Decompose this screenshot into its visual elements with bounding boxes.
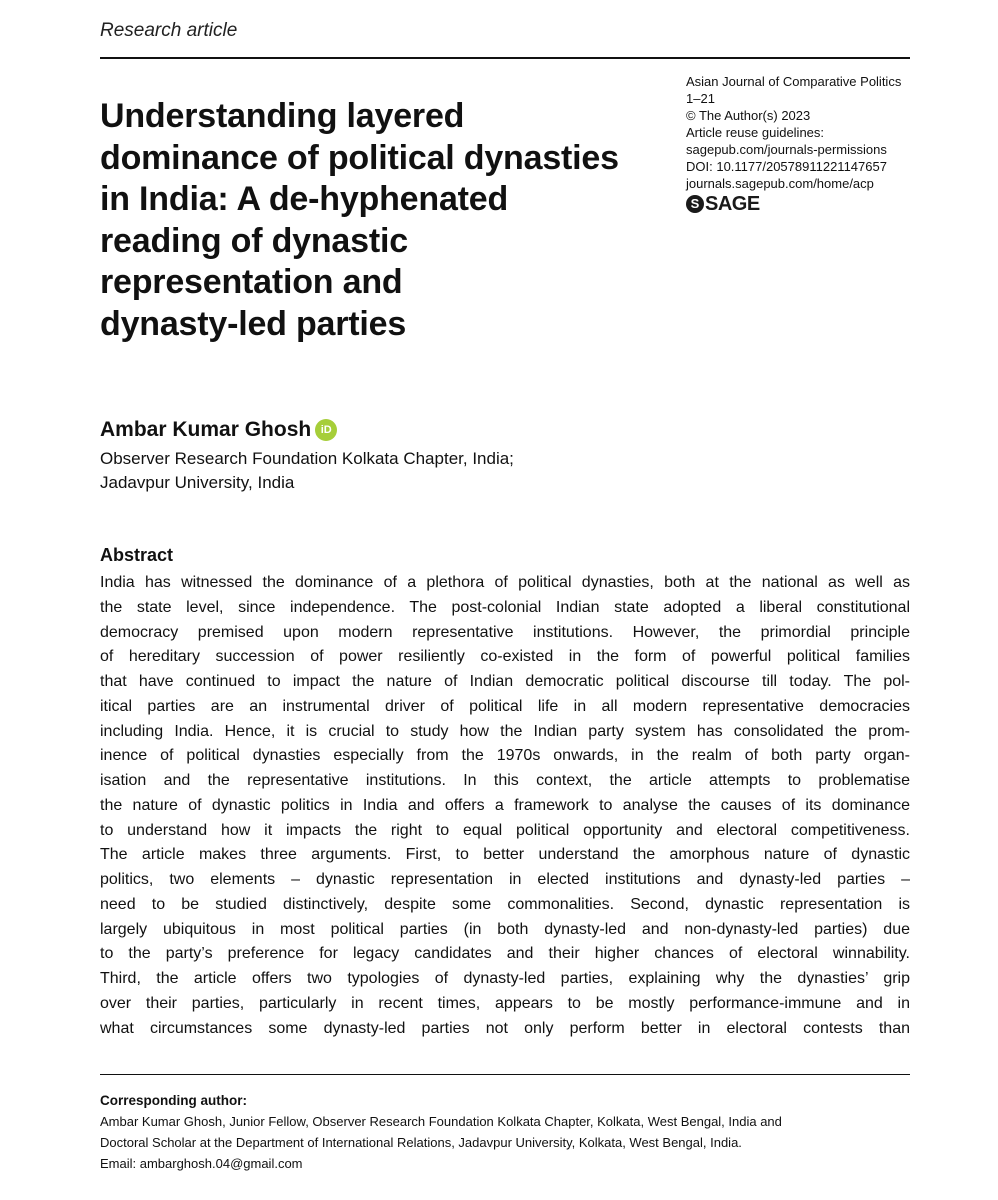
title-line: dynasty-led parties bbox=[100, 304, 407, 343]
abstract-heading: Abstract bbox=[100, 545, 174, 565]
title-line: reading of dynastic bbox=[100, 221, 408, 260]
abstract-line: of hereditary succession of power resiliently co-existed in the form of powerful political families bbox=[100, 648, 910, 666]
abstract-line: to understand how it impacts the right to equal political opportunity and electoral competitiveness. bbox=[100, 821, 910, 839]
affiliation: Observer Research Foundation Kolkata Chapter, India; bbox=[100, 449, 514, 468]
copyright: © The Author(s) 2023 bbox=[686, 108, 811, 123]
corresponding-author-email[interactable]: Email: ambarghosh.04@gmail.com bbox=[100, 1156, 303, 1171]
affiliation: Jadavpur University, India bbox=[100, 473, 295, 492]
abstract-line: itical parties are an instrumental driver of political life in all modern representative democracies bbox=[100, 697, 910, 715]
page-range: 1–21 bbox=[686, 91, 715, 106]
reuse-label: Article reuse guidelines: bbox=[686, 125, 825, 140]
abstract-line: to the party’s preference for legacy candidates and their higher chances of electoral winnability. bbox=[100, 945, 910, 963]
corresponding-author-line: Doctoral Scholar at the Department of International Relations, Jadavpur University, Kolkata, West Bengal, India. bbox=[100, 1135, 742, 1150]
abstract-line: that have continued to impact the nature of Indian democratic political discourse till today. The pol- bbox=[100, 673, 910, 690]
abstract-line: including India. Hence, it is crucial to study how the Indian party system has consolidated the prom- bbox=[100, 722, 910, 740]
journal-name: Asian Journal of Comparative Politics bbox=[686, 74, 902, 89]
publisher-logo bbox=[686, 192, 926, 215]
article-title bbox=[100, 96, 670, 345]
orcid-icon[interactable]: iD bbox=[315, 419, 337, 441]
journal-link[interactable]: journals.sagepub.com/home/acp bbox=[686, 176, 874, 191]
abstract-line: democracy premised upon modern representative institutions. However, the primordial principle bbox=[100, 623, 910, 641]
title-line: representation and bbox=[100, 263, 403, 301]
abstract-line: need to be studied distinctively, despite some commonalities. Second, dynastic representation is bbox=[100, 895, 910, 913]
top-rule bbox=[100, 57, 910, 59]
reuse-link[interactable]: sagepub.com/journals-permissions bbox=[686, 142, 887, 157]
author-name: Ambar Kumar Ghosh bbox=[100, 418, 312, 441]
affiliations bbox=[100, 447, 514, 495]
doi[interactable]: DOI: 10.1177/20578911221147657 bbox=[686, 159, 887, 174]
abstract-line: the state level, since independence. The post-colonial Indian state adopted a liberal constitutional bbox=[100, 598, 910, 616]
section-label: Research article bbox=[100, 20, 238, 41]
abstract-body bbox=[100, 571, 910, 1041]
corresponding-author bbox=[100, 1090, 910, 1174]
journal-meta bbox=[686, 73, 926, 213]
abstract-line: what circumstances some dynasty-led parties not only perform better in electoral contests than bbox=[100, 1019, 910, 1037]
corresponding-author-line: Ambar Kumar Ghosh, Junior Fellow, Observer Research Foundation Kolkata Chapter, Kolkata, West Bengal, India and bbox=[100, 1114, 782, 1129]
abstract-line: over their parties, particularly in recent times, appears to be mostly performance-immune and in bbox=[100, 994, 910, 1012]
abstract-line: India has witnessed the dominance of a plethora of political dynasties, both at the national as well as bbox=[100, 574, 910, 591]
title-line: Understanding layered bbox=[100, 97, 465, 135]
abstract-line: inence of political dynasties especially from the 1970s onwards, in the realm of both party organ- bbox=[100, 747, 910, 765]
abstract-line: The article makes three arguments. First, to better understand the amorphous nature of dynastic bbox=[100, 846, 910, 864]
abstract-line: largely ubiquitous in most political parties (in both dynasty-led and non-dynasty-led parties) due bbox=[100, 920, 910, 938]
corresponding-author-heading: Corresponding author: bbox=[100, 1093, 247, 1108]
footnote-rule bbox=[100, 1074, 910, 1075]
publisher-name: SAGE bbox=[705, 192, 760, 215]
title-line: dominance of political dynasties bbox=[100, 138, 619, 177]
sage-logo-icon: S bbox=[686, 195, 704, 213]
abstract-line: the nature of dynastic politics in India and offers a framework to analyse the causes of its dominance bbox=[100, 796, 910, 814]
abstract-line: Third, the article offers two typologies of dynasty-led parties, explaining why the dynasties’ grip bbox=[100, 970, 910, 987]
title-line: in India: A de-hyphenated bbox=[100, 180, 509, 218]
abstract-line: politics, two elements – dynastic representation in elected institutions and dynasty-led parties – bbox=[100, 871, 910, 888]
author-block bbox=[100, 418, 514, 495]
abstract-line: isation and the representative institutions. In this context, the article attempts to problematise bbox=[100, 772, 910, 789]
